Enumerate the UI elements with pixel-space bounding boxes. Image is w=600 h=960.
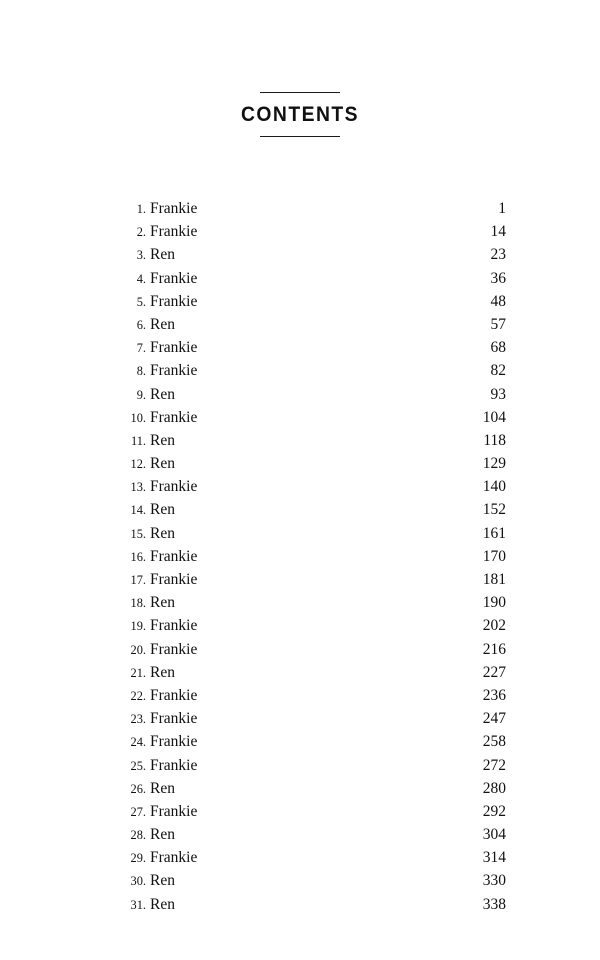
toc-entry-number: 1. bbox=[136, 202, 146, 216]
toc-entry-title: Frankie bbox=[150, 408, 198, 426]
toc-entry-page-number: 216 bbox=[482, 640, 506, 658]
toc-entry-title: Frankie bbox=[150, 710, 198, 728]
toc-entry[interactable] bbox=[112, 432, 506, 455]
toc-entry-number: 10. bbox=[130, 410, 146, 425]
toc-entry-title: Frankie bbox=[150, 292, 198, 310]
toc-entry-title: Frankie bbox=[150, 200, 198, 217]
toc-entry-page-number: 82 bbox=[490, 362, 506, 380]
toc-entry-page-number: 57 bbox=[490, 315, 506, 333]
toc-entry-page-number: 152 bbox=[482, 501, 506, 519]
toc-entry-number: 16. bbox=[130, 549, 146, 564]
toc-entry-title: Frankie bbox=[150, 802, 198, 820]
toc-entry[interactable] bbox=[112, 780, 506, 803]
toc-entry-number: 20. bbox=[130, 642, 146, 657]
toc-entry[interactable] bbox=[112, 548, 506, 571]
toc-entry-number: 31. bbox=[130, 897, 146, 912]
toc-entry-title: Frankie bbox=[150, 571, 198, 588]
toc-entry-number: 30. bbox=[130, 874, 146, 889]
toc-entry-number: 2. bbox=[136, 225, 146, 240]
toc-entry-number: 4. bbox=[136, 271, 146, 286]
toc-entry-page-number: 1 bbox=[498, 200, 506, 217]
toc-entry-title: Frankie bbox=[150, 617, 198, 635]
toc-entry[interactable] bbox=[112, 826, 506, 849]
toc-entry-page-number: 236 bbox=[482, 686, 506, 704]
toc-entry-page-number: 292 bbox=[482, 802, 506, 820]
toc-entry[interactable] bbox=[112, 362, 506, 385]
toc-entry[interactable] bbox=[112, 409, 506, 432]
toc-entry[interactable] bbox=[112, 594, 506, 617]
toc-entry-page-number: 161 bbox=[482, 524, 506, 542]
toc-entry-page-number: 330 bbox=[482, 872, 506, 890]
toc-entry-page-number: 304 bbox=[482, 826, 506, 844]
toc-entry[interactable] bbox=[112, 223, 506, 246]
toc-entry-number: 14. bbox=[130, 503, 146, 518]
toc-entry-number: 6. bbox=[136, 317, 146, 332]
toc-entry-number: 15. bbox=[130, 526, 146, 541]
toc-entry[interactable] bbox=[112, 687, 506, 710]
toc-entry-number: 8. bbox=[136, 364, 146, 379]
toc-entry-number: 17. bbox=[130, 573, 146, 587]
toc-entry[interactable] bbox=[112, 270, 506, 293]
toc-entry-page-number: 129 bbox=[482, 455, 506, 473]
toc-entry-number: 26. bbox=[130, 781, 146, 796]
toc-entry-title: Ren bbox=[150, 524, 175, 542]
toc-entry[interactable] bbox=[112, 455, 506, 478]
toc-entry-page-number: 36 bbox=[490, 269, 506, 287]
toc-entry-number: 13. bbox=[130, 480, 146, 495]
toc-entry-number: 11. bbox=[130, 433, 146, 448]
toc-entry-title: Ren bbox=[150, 895, 175, 913]
toc-entry-number: 23. bbox=[130, 712, 146, 727]
toc-entry[interactable] bbox=[112, 617, 506, 640]
toc-entry-title: Ren bbox=[150, 826, 175, 844]
toc-entry-title: Frankie bbox=[150, 223, 198, 241]
toc-entry-title: Ren bbox=[150, 431, 175, 449]
toc-entry[interactable] bbox=[112, 200, 506, 223]
toc-entry-number: 24. bbox=[130, 735, 146, 750]
toc-entry[interactable] bbox=[112, 872, 506, 895]
toc-entry-title: Ren bbox=[150, 501, 175, 519]
toc-entry[interactable] bbox=[112, 896, 506, 919]
toc-entry-title: Frankie bbox=[150, 478, 198, 496]
toc-entry[interactable] bbox=[112, 339, 506, 362]
toc-entry[interactable] bbox=[112, 571, 506, 594]
toc-entry-number: 7. bbox=[136, 341, 146, 356]
toc-entry-title: Frankie bbox=[150, 849, 198, 867]
contents-heading-block bbox=[0, 92, 600, 137]
toc-entry-page-number: 104 bbox=[482, 408, 506, 426]
toc-entry-title: Frankie bbox=[150, 362, 198, 380]
toc-entry[interactable] bbox=[112, 803, 506, 826]
toc-entry-number: 9. bbox=[136, 387, 146, 402]
heading-rule-bottom bbox=[260, 136, 340, 137]
toc-entry-page-number: 170 bbox=[482, 547, 506, 565]
toc-entry-page-number: 258 bbox=[482, 733, 506, 751]
toc-entry-page-number: 202 bbox=[482, 617, 506, 635]
toc-entry[interactable] bbox=[112, 641, 506, 664]
toc-entry-page-number: 280 bbox=[482, 779, 506, 797]
toc-entry-title: Frankie bbox=[150, 686, 198, 704]
toc-entry-number: 25. bbox=[130, 758, 146, 773]
toc-entry-title: Frankie bbox=[150, 733, 198, 751]
toc-entry[interactable] bbox=[112, 757, 506, 780]
toc-entry-page-number: 272 bbox=[482, 756, 506, 774]
toc-entry-title: Ren bbox=[150, 385, 175, 403]
toc-entry-title: Ren bbox=[150, 663, 175, 681]
toc-entry-page-number: 140 bbox=[482, 478, 506, 496]
toc-entry-title: Ren bbox=[150, 872, 175, 890]
toc-entry-number: 19. bbox=[130, 619, 146, 634]
toc-entry-page-number: 68 bbox=[490, 339, 506, 357]
toc-entry[interactable] bbox=[112, 246, 506, 269]
toc-entry-title: Frankie bbox=[150, 547, 198, 565]
heading-rule-top bbox=[260, 92, 340, 93]
toc-entry-page-number: 14 bbox=[490, 223, 506, 241]
toc-entry-page-number: 48 bbox=[490, 292, 506, 310]
toc-entry[interactable] bbox=[112, 316, 506, 339]
toc-entry-number: 12. bbox=[130, 457, 146, 472]
toc-entry-page-number: 227 bbox=[482, 663, 506, 681]
toc-entry-title: Frankie bbox=[150, 756, 198, 774]
toc-entry-page-number: 314 bbox=[482, 849, 506, 867]
toc-entry-number: 28. bbox=[130, 828, 146, 843]
toc-entry-page-number: 190 bbox=[482, 594, 506, 612]
toc-entry[interactable] bbox=[112, 478, 506, 501]
toc-entry-title: Ren bbox=[150, 455, 175, 473]
toc-entry-title: Ren bbox=[150, 779, 175, 797]
toc-entry[interactable] bbox=[112, 710, 506, 733]
toc-entry-title: Frankie bbox=[150, 640, 198, 658]
toc-entry-number: 29. bbox=[130, 851, 146, 866]
toc-entry-number: 22. bbox=[130, 688, 146, 703]
toc-entry-title: Frankie bbox=[150, 269, 198, 287]
toc-entry-page-number: 181 bbox=[482, 571, 506, 588]
toc-entry[interactable] bbox=[112, 733, 506, 756]
toc-entry[interactable] bbox=[112, 664, 506, 687]
toc-entry[interactable] bbox=[112, 849, 506, 872]
toc-entry-page-number: 247 bbox=[482, 710, 506, 728]
toc-entry-title: Ren bbox=[150, 594, 175, 612]
table-of-contents bbox=[112, 200, 506, 919]
page-title: CONTENTS bbox=[240, 103, 360, 126]
toc-entry-title: Ren bbox=[150, 315, 175, 333]
toc-entry-title: Frankie bbox=[150, 339, 198, 357]
toc-entry-page-number: 118 bbox=[483, 431, 506, 449]
toc-entry-number: 18. bbox=[130, 596, 146, 611]
toc-entry[interactable] bbox=[112, 525, 506, 548]
toc-entry-page-number: 338 bbox=[482, 895, 506, 913]
toc-entry-number: 5. bbox=[136, 294, 146, 309]
toc-entry-title: Ren bbox=[150, 246, 175, 264]
toc-entry-number: 21. bbox=[130, 665, 146, 680]
toc-entry[interactable] bbox=[112, 293, 506, 316]
toc-entry-page-number: 93 bbox=[490, 385, 506, 403]
toc-entry[interactable] bbox=[112, 501, 506, 524]
toc-entry-page-number: 23 bbox=[490, 246, 506, 264]
toc-entry-number: 27. bbox=[130, 804, 146, 819]
toc-entry-number: 3. bbox=[136, 248, 146, 263]
toc-entry[interactable] bbox=[112, 386, 506, 409]
